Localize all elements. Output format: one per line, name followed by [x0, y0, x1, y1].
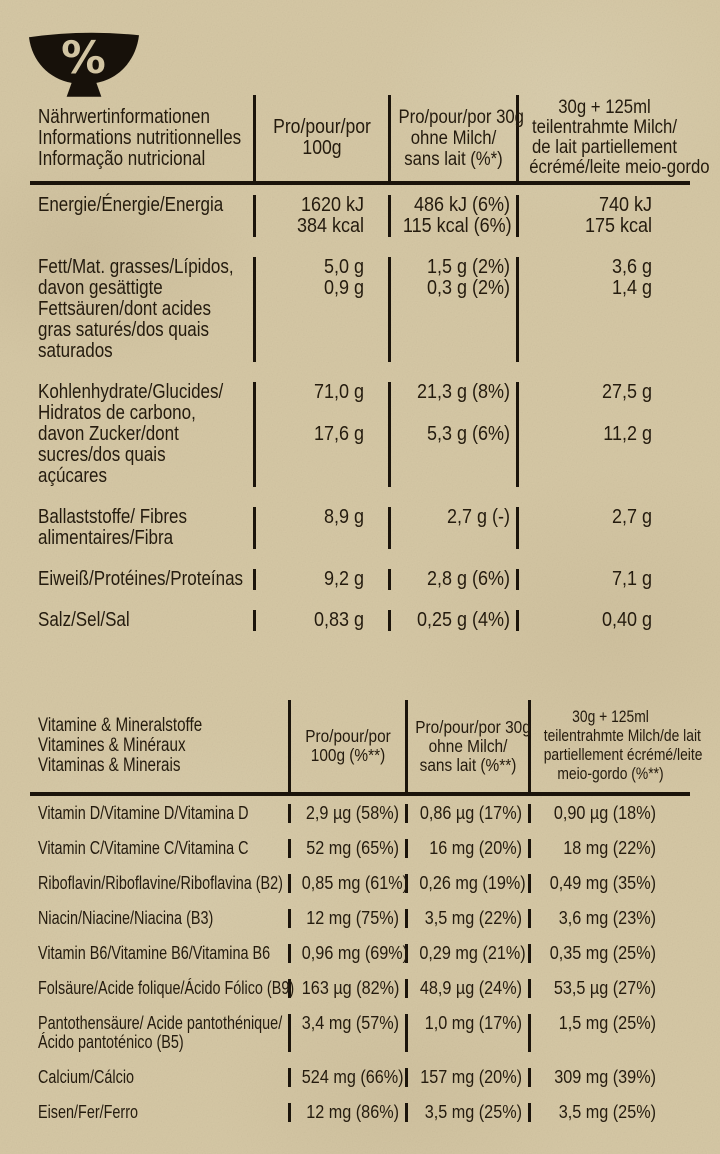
nutrient-name	[30, 1014, 288, 1052]
cell-line: 384 kcal	[296, 215, 364, 237]
cell-line: 0,83 g	[313, 609, 364, 631]
cell-line: Salz/Sel/Sal	[38, 609, 130, 631]
cell-line: 0,29 mg (21%)	[419, 943, 526, 963]
cell-line: 1,0 mg (17%)	[424, 1013, 522, 1033]
cell-line: 0,25 g (4%)	[416, 609, 510, 631]
header-line: Informação nutricional	[38, 147, 206, 170]
header-line: ohne Milch/	[428, 735, 508, 756]
cell-line: 18 mg (22%)	[563, 838, 656, 858]
header-line: partiellement écrémé/leite	[543, 746, 703, 764]
value-per-100g	[253, 507, 388, 549]
cell-line: 21,3 g (8%)	[416, 381, 510, 403]
header-line: teilentrahmte Milch/	[532, 117, 677, 138]
cell-line: 5,0 g	[323, 256, 364, 278]
header-line: Vitamines & Minéraux	[38, 735, 186, 756]
header-line: teilentrahmte Milch/de lait	[543, 727, 701, 745]
cell-line: Energie/Énergie/Energia	[38, 194, 224, 216]
value-per-30g-no-milk	[405, 1014, 528, 1052]
header-vit-per-30g-with-milk	[528, 700, 703, 792]
nutrient-name	[30, 978, 295, 998]
header-line: meio-gordo (%**)	[557, 765, 664, 783]
cell-line: 53,5 µg (27%)	[553, 978, 656, 998]
header-line: Pro/pour/por 30g	[398, 106, 524, 128]
nutrient-name	[30, 610, 253, 631]
value-per-30g-with-milk	[528, 1103, 690, 1122]
nutrient-name	[30, 804, 288, 823]
cell-line: 0,40 g	[601, 609, 652, 631]
nutrient-name	[30, 1068, 288, 1087]
header-line: Pro/pour/por	[305, 726, 391, 746]
cell-line: 2,7 g	[611, 506, 652, 528]
value-per-30g-with-milk	[528, 874, 690, 893]
cell-line: 0,26 mg (19%)	[419, 873, 526, 893]
cell-line: 1,5 g (2%)	[426, 256, 510, 278]
value-per-30g-with-milk	[528, 804, 690, 823]
nutrient-name	[30, 839, 288, 858]
value-per-100g	[253, 195, 388, 237]
value-per-30g-no-milk	[405, 874, 528, 893]
cell-line: 5,3 g (6%)	[426, 423, 510, 445]
percent-glyph: %	[61, 31, 106, 84]
cell-line: 486 kJ (6%)	[413, 194, 510, 216]
cell-line: Fettsäuren/dont acides	[38, 298, 211, 320]
value-per-30g-with-milk	[528, 1068, 690, 1087]
cell-line: Folsäure/Acide folique/Ácido Fólico (B9)	[38, 978, 295, 998]
value-per-100g	[253, 569, 388, 590]
table-row	[30, 971, 690, 1006]
cell-line: 71,0 g	[313, 381, 364, 403]
nutrient-name	[30, 195, 253, 237]
header-line: Informations nutritionnelles	[38, 126, 242, 149]
value-per-100g	[288, 1014, 405, 1052]
cell-line: Eiweiß/Protéines/Proteínas	[38, 568, 244, 590]
cell-line: 12 mg (75%)	[306, 908, 399, 928]
cell-line: 1,5 mg (25%)	[558, 1013, 656, 1033]
cell-line: 12 mg (86%)	[306, 1102, 399, 1122]
cell-line: 163 µg (82%)	[301, 978, 400, 998]
table-row	[30, 936, 690, 971]
cell-line: sucres/dos quais	[38, 444, 166, 466]
table-row	[30, 1006, 690, 1060]
cell-line: 17,6 g	[313, 423, 364, 445]
value-per-30g-with-milk	[516, 382, 690, 487]
cell-line: 0,86 µg (17%)	[419, 803, 522, 823]
cell-line: 0,3 g (2%)	[426, 277, 510, 299]
value-per-30g-with-milk	[516, 195, 690, 237]
header-line: écrémé/leite meio-gordo	[529, 157, 710, 178]
cell-line: 740 kJ	[598, 194, 652, 216]
cell-line: Pantothensäure/ Acide pantothénique/	[38, 1013, 283, 1033]
cell-line: 3,5 mg (25%)	[424, 1102, 522, 1122]
cell-line: 52 mg (65%)	[306, 838, 399, 858]
cell-line: Ballaststoffe/ Fibres	[38, 506, 187, 528]
value-per-30g-with-milk	[516, 257, 690, 362]
cell-line: 3,5 mg (22%)	[424, 908, 522, 928]
cell-line: 175 kcal	[584, 215, 652, 237]
cell-line: Riboflavin/Riboflavine/Riboflavina (B2)	[38, 873, 283, 893]
cell-line: 157 mg (20%)	[420, 1067, 522, 1087]
table-row	[30, 1095, 690, 1130]
header-line: Nährwertinformationen	[38, 105, 210, 128]
cell-line: Niacin/Niacine/Niacina (B3)	[38, 908, 214, 928]
value-per-30g-with-milk	[516, 507, 690, 549]
table-row	[30, 247, 690, 372]
value-per-100g	[288, 839, 405, 858]
cell-line: Vitamin C/Vitamine C/Vitamina C	[38, 838, 249, 858]
cell-line: Ácido pantoténico (B5)	[38, 1032, 184, 1052]
cell-line: 0,96 mg (69%)	[301, 943, 409, 963]
header-nutrition-info	[30, 95, 253, 181]
value-per-100g	[253, 257, 388, 362]
cell-line: 3,4 mg (57%)	[301, 1013, 400, 1033]
cell-line: 3,6 g	[611, 256, 652, 278]
cell-line: açúcares	[38, 465, 107, 487]
cell-line: Eisen/Fer/Ferro	[38, 1102, 139, 1122]
value-per-30g-with-milk	[528, 944, 690, 963]
value-per-30g-no-milk	[388, 610, 516, 631]
cell-line: 115 kcal (6%)	[402, 215, 512, 237]
table-row	[30, 866, 690, 901]
cell-line: Fett/Mat. grasses/Lípidos,	[38, 256, 234, 278]
value-per-30g-no-milk	[405, 979, 528, 998]
nutrition-table	[30, 95, 710, 641]
cell-line: 3,5 mg (25%)	[558, 1102, 656, 1122]
cell-line: 48,9 µg (24%)	[419, 978, 522, 998]
cell-line: Vitamin B6/Vitamine B6/Vitamina B6	[38, 943, 271, 963]
cell-line: 0,35 mg (25%)	[549, 943, 656, 963]
value-per-30g-no-milk	[405, 944, 528, 963]
value-per-30g-with-milk	[516, 610, 690, 631]
header-vit-per-100g	[288, 700, 405, 792]
cell-line: 9,2 g	[323, 568, 364, 590]
nutrient-name	[30, 874, 288, 893]
cell-line: Kohlenhydrate/Glucides/	[38, 381, 224, 403]
value-per-100g	[288, 873, 409, 893]
value-per-30g-no-milk	[405, 839, 528, 858]
header-vit-per-30g-no-milk	[405, 700, 531, 792]
header-line: 30g + 125ml	[572, 708, 649, 726]
cell-line	[403, 403, 510, 424]
value-per-30g-with-milk	[528, 1014, 690, 1052]
table-row	[30, 559, 690, 600]
table-row	[30, 185, 690, 247]
cell-line: davon gesättigte	[38, 277, 163, 299]
cell-line: 8,9 g	[323, 506, 364, 528]
bowl-percent-logo	[27, 26, 141, 104]
value-per-30g-no-milk	[388, 195, 516, 237]
nutrient-name	[30, 569, 253, 590]
value-per-100g	[288, 1103, 405, 1122]
header-line: ohne Milch/	[410, 127, 497, 149]
cell-line: 0,9 g	[323, 277, 364, 299]
header-line: 100g (%**)	[310, 745, 386, 765]
value-per-100g	[253, 382, 388, 487]
cell-line	[532, 403, 652, 424]
table-row	[30, 796, 690, 831]
vitamins-table-header	[30, 700, 703, 796]
nutrition-table-header	[30, 95, 710, 185]
table-row	[30, 901, 690, 936]
cell-line: 2,8 g (6%)	[426, 568, 510, 590]
vitamins-table-body	[30, 796, 690, 1130]
cell-line: 3,6 mg (23%)	[558, 908, 656, 928]
header-line: sans lait (%*)	[404, 148, 503, 170]
cell-line: 1620 kJ	[300, 194, 364, 216]
value-per-30g-no-milk	[405, 1103, 528, 1122]
cell-line: Calcium/Cálcio	[38, 1067, 135, 1087]
value-per-100g	[288, 979, 405, 998]
value-per-30g-no-milk	[405, 804, 528, 823]
value-per-30g-with-milk	[528, 909, 690, 928]
cell-line: davon Zucker/dont	[38, 423, 179, 445]
value-per-100g	[288, 909, 405, 928]
table-row	[30, 1060, 690, 1095]
vitamins-table	[30, 700, 703, 1130]
cell-line: 2,7 g (-)	[446, 506, 510, 528]
cell-line: saturados	[38, 340, 113, 362]
cell-line: 16 mg (20%)	[429, 838, 522, 858]
cell-line: 524 mg (66%)	[301, 1067, 404, 1087]
value-per-30g-no-milk	[388, 257, 516, 362]
header-line: de lait partiellement	[531, 137, 677, 158]
value-per-30g-with-milk	[528, 979, 690, 998]
nutrient-name	[30, 507, 253, 549]
cell-line	[267, 403, 364, 424]
cell-line: 1,4 g	[611, 277, 652, 299]
header-line: Vitaminas & Minerais	[38, 755, 181, 776]
value-per-100g	[253, 610, 388, 631]
header-line: sans lait (%**)	[419, 754, 517, 775]
cell-line: 0,85 mg (61%)	[301, 873, 409, 893]
header-vitamins-minerals	[30, 700, 288, 792]
cell-line: 11,2 g	[603, 423, 652, 445]
table-row	[30, 831, 690, 866]
cell-line: 2,9 µg (58%)	[305, 803, 399, 823]
header-line: 30g + 125ml	[558, 97, 651, 118]
value-per-30g-no-milk	[388, 382, 516, 487]
value-per-100g	[288, 1068, 405, 1087]
cell-line: Vitamin D/Vitamine D/Vitamina D	[38, 803, 249, 823]
table-row	[30, 600, 690, 641]
header-per-100g	[253, 95, 388, 181]
header-line: 100g	[302, 137, 342, 159]
value-per-30g-no-milk	[405, 1068, 528, 1087]
value-per-100g	[288, 804, 405, 823]
table-row	[30, 497, 690, 559]
value-per-100g	[288, 943, 409, 963]
header-line: Pro/pour/por	[273, 116, 371, 138]
nutrient-name	[30, 1103, 288, 1122]
nutrition-table-body	[30, 185, 690, 641]
value-per-30g-no-milk	[388, 507, 516, 549]
nutrient-name	[30, 257, 253, 362]
cell-line: 7,1 g	[611, 568, 652, 590]
header-line: Pro/pour/por 30g	[415, 716, 531, 737]
cell-line: 309 mg (39%)	[554, 1067, 656, 1087]
nutrient-name	[30, 909, 288, 928]
cell-line: gras saturés/dos quais	[38, 319, 210, 341]
cell-line: 0,90 µg (18%)	[553, 803, 656, 823]
nutrient-name	[30, 944, 288, 963]
nutrient-name	[30, 382, 253, 487]
cell-line: 0,49 mg (35%)	[549, 873, 656, 893]
cell-line: 27,5 g	[601, 381, 652, 403]
cell-line: alimentaires/Fibra	[38, 527, 174, 549]
cell-line: Hidratos de carbono,	[38, 402, 196, 424]
header-line: Vitamine & Mineralstoffe	[38, 715, 203, 736]
value-per-30g-with-milk	[516, 569, 690, 590]
value-per-30g-no-milk	[388, 569, 516, 590]
table-row	[30, 372, 690, 497]
header-per-30g-with-milk	[516, 95, 710, 181]
value-per-30g-with-milk	[528, 839, 690, 858]
value-per-30g-no-milk	[405, 909, 528, 928]
header-per-30g-no-milk	[388, 95, 524, 181]
